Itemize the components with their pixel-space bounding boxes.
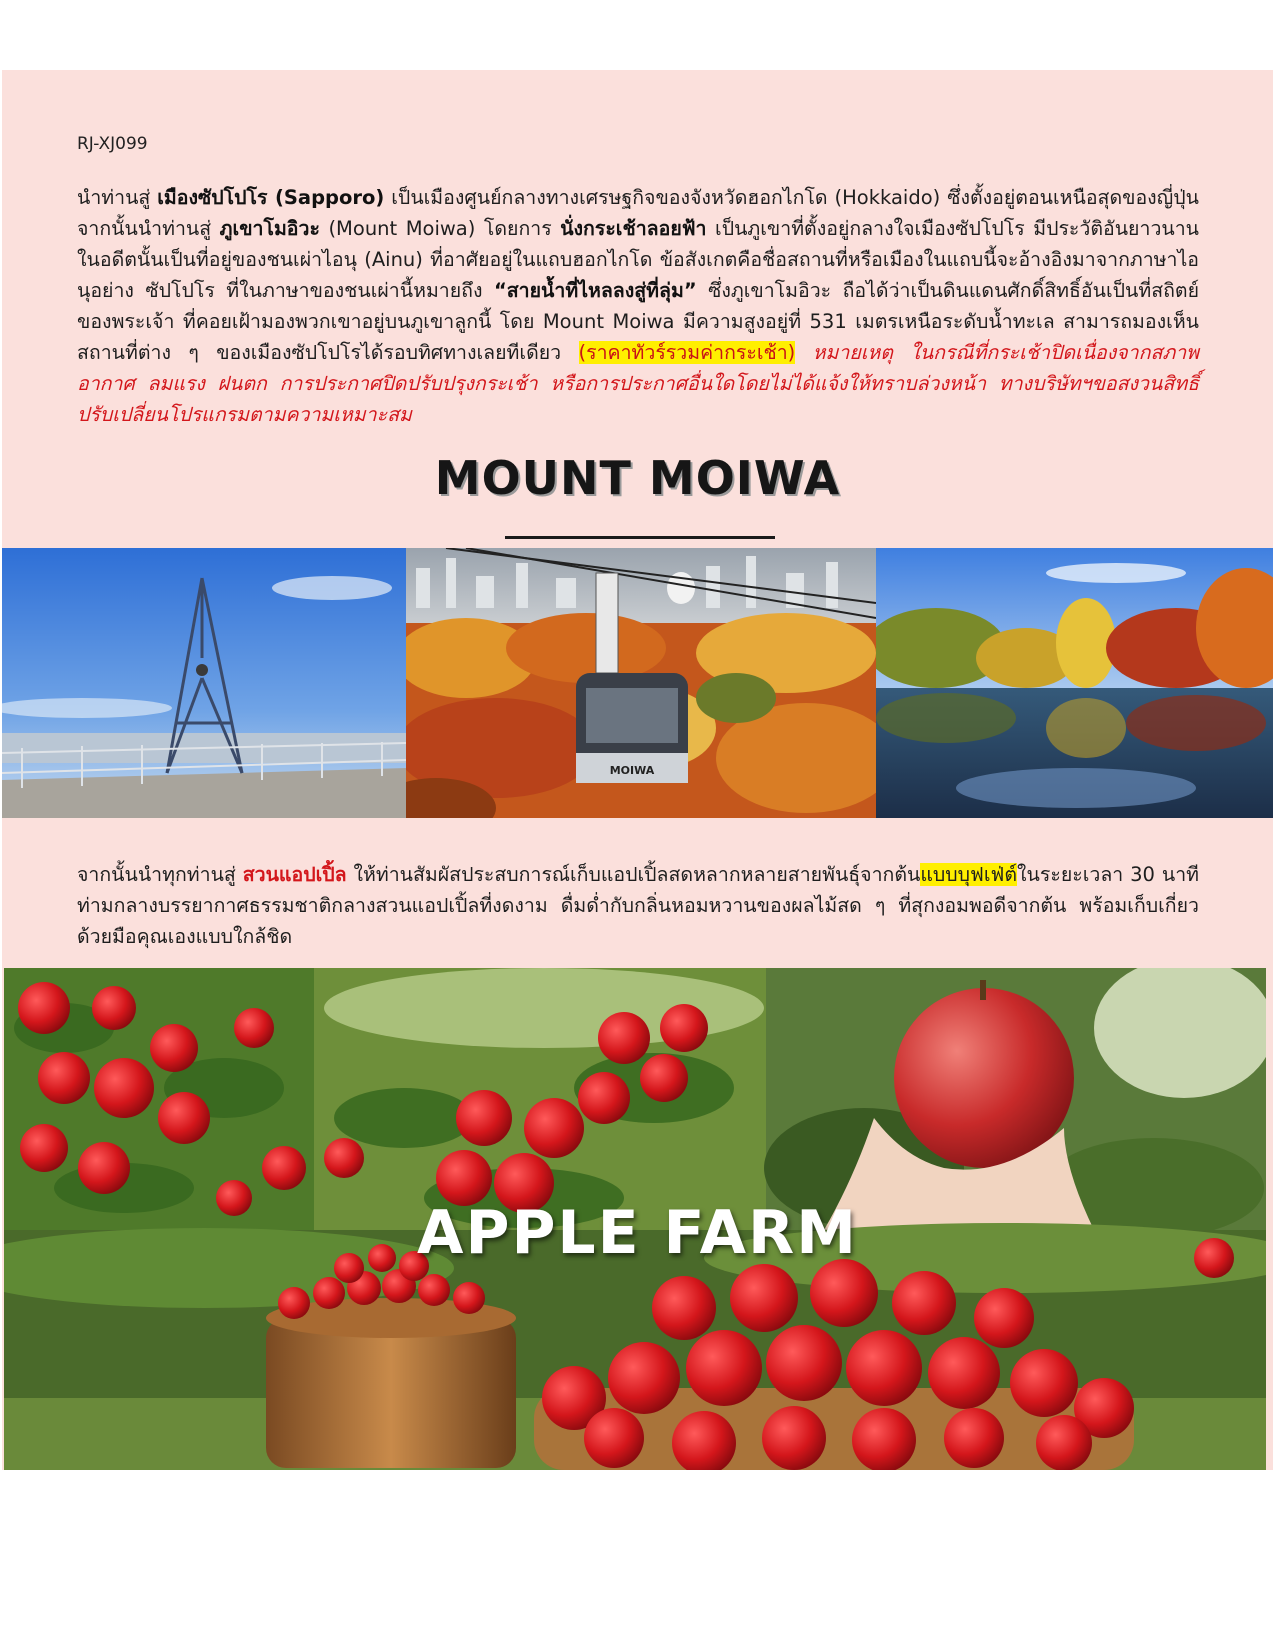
remark-note: หมายเหตุ ในกรณีที่กระเช้าปิดเนื่องจากสภาพอากาศ ลมแรง ฝนตก การประกาศปิดปรับปรุงกระเช้า หรือการประกาศอื่นใดโดยไม่ได้แจ้งให้ทราบล่วงหน้า ทางบริษัทฯขอสงวนสิทธิ์ปรับเปลี่ยนโปรแกรมตามความเหมาะสม: [77, 341, 1200, 426]
tour-code: RJ-XJ099: [77, 134, 148, 154]
apple-text-2: ให้ท่านสัมผัสประสบการณ์เก็บแอปเปิ้ลสดหลากหลายสายพันธุ์จากต้น: [346, 863, 921, 886]
intro-text-4: เป็นภูเขาที่ตั้งอยู่กลางใจเมืองซัปโปโร มีประวัติอันยาวนาน ในอดีตนั้นเป็นที่อยู่ของชนเผ่าไอนุ (Ainu) ที่อาศัยอยู่ในแถบฮอกไกโด ข้อสังเกตคือชื่อสถานที่หรือเมืองในแถบนี้จะอ้างอิงมาจากภาษาไอนุอย่าง ซัปโปโร ที่ในภาษาของชนเผ่านี้หมายถึง: [77, 217, 1199, 302]
moiwa-bold: ภูเขาโมอิวะ: [219, 217, 320, 240]
sapporo-meaning-bold: “สายน้ำที่ไหลลงสู่ที่ลุ่ม”: [493, 279, 697, 302]
observation-deck-photo: [2, 548, 406, 818]
intro-paragraph: [77, 182, 1199, 430]
apple-farm-bold: สวนแอปเปิ้ล: [242, 863, 347, 886]
mount-moiwa-title: MOUNT MOIWA: [434, 451, 841, 505]
apple-farm-paragraph: [77, 859, 1199, 952]
sapporo-bold: เมืองซัปโปโร (Sapporo): [157, 186, 385, 209]
intro-text-5: ซึ่งภูเขาโมอิวะ ถือได้ว่าเป็นดินแดนศักดิ์สิทธิ์อันเป็นที่สถิตย์ของพระเจ้า ที่คอยเฝ้ามองพวกเขาอยู่บนภูเขาลูกนี้ โดย Mount Moiwa มีความสูงอยู่ที่ 531 เมตรเหนือระดับน้ำทะเล สามารถมองเห็นสถานที่ต่าง ๆ ของเมืองซัปโปโรได้รอบทิศทางเลยทีเดียว: [77, 279, 1199, 364]
intro-text-2: เป็นเมืองศูนย์กลางทางเศรษฐกิจของจังหวัดฮอกไกโด (Hokkaido) ซึ่งตั้งอยู่ตอนเหนือสุดของญี่ปุ่น จากนั้นนำท่านสู่: [77, 186, 1199, 240]
autumn-lake-photo: [876, 548, 1273, 818]
apple-text-1: จากนั้นนำทุกท่านสู่: [77, 863, 243, 886]
buffet-highlight: แบบบุฟเฟ่ต์: [920, 863, 1018, 886]
gondola-label: MOIWA: [609, 764, 655, 777]
title-underline: [505, 536, 775, 539]
intro-text-3: (Mount Moiwa) โดยการ: [319, 217, 561, 240]
intro-text-1: นำท่านสู่: [77, 186, 158, 209]
apple-text-3: ในระยะเวลา 30 นาที ท่ามกลางบรรยากาศธรรมชาติกลางสวนแอปเปิ้ลที่งดงาม ดื่มด่ำกับกลิ่นหอมหวานของผลไม้สด ๆ ที่สุกงอมพอดีจากต้น พร้อมเก็บเกี่ยวด้วยมือคุณเองแบบใกล้ชิด: [77, 863, 1199, 948]
ropeway-bold: นั่งกระเช้าลอยฟ้า: [560, 217, 707, 240]
apple-farm-title: APPLE FARM: [417, 1198, 858, 1268]
price-includes-highlight: (ราคาทัวร์รวมค่ากระเช้า): [578, 341, 796, 364]
ropeway-gondola-photo: [406, 548, 876, 818]
